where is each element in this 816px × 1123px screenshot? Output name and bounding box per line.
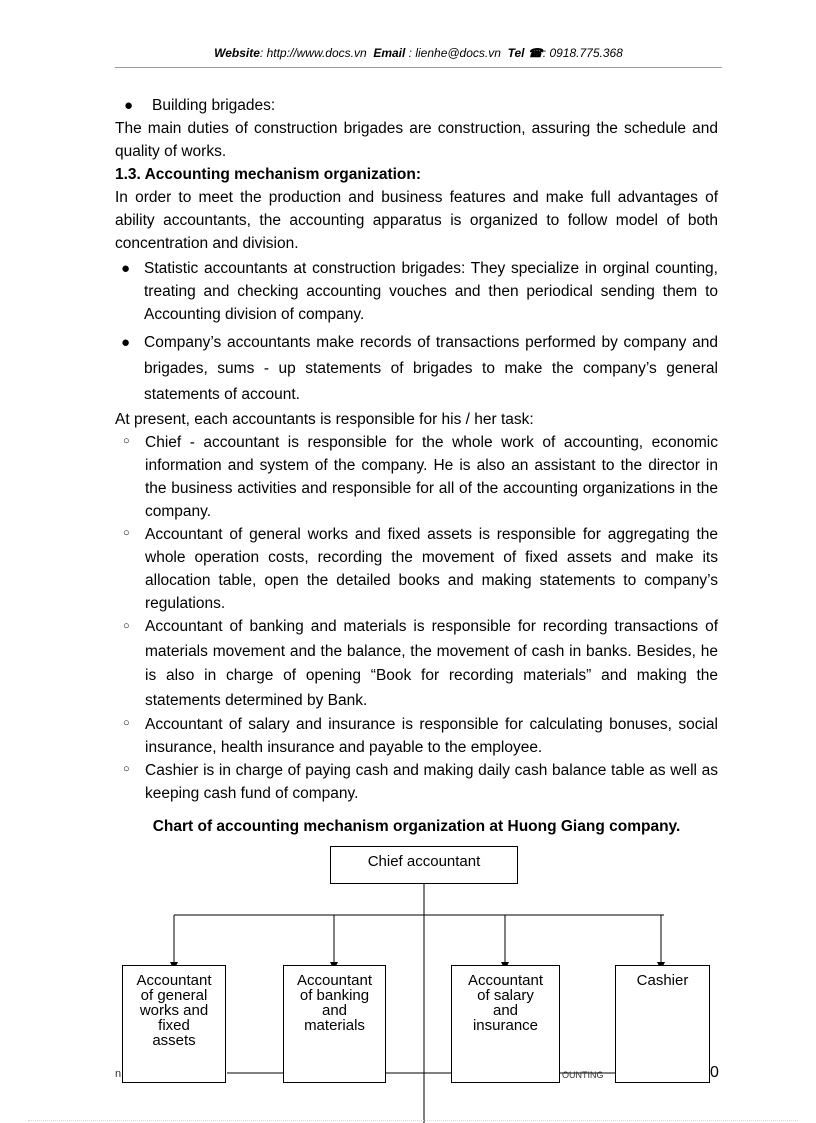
- page-header: [115, 46, 722, 60]
- general-works-box: Accountant of general works and fixed assets: [122, 965, 226, 1083]
- task-cashier: ○ Cashier is in charge of paying cash and making daily cash balance table as well as keeping cash fund of company.: [115, 759, 718, 805]
- task-chief-accountant: ○ Chief - accountant is responsible for the whole work of accounting, economic information and system of the company. He is also an assistant to the director in the business activities and responsible for all of the accounting organizations in the company.: [115, 431, 718, 523]
- paragraph-organization: In order to meet the production and business features and make full advantages of ability accountants, the accounting apparatus is organized to follow model of both concentration and division.: [115, 189, 718, 252]
- tel-value: : 0918.775.368: [542, 46, 623, 60]
- chief-accountant-box: Chief accountant: [330, 846, 518, 884]
- email-value[interactable]: : lienhe@docs.vn: [408, 46, 501, 60]
- phone-icon: ☎: [527, 46, 543, 60]
- bullet-company-accountants: ● Company’s accountants make records of transactions performed by company and brigades, sums - up statements of brigades to make the company’s general statements of account.: [115, 330, 718, 408]
- header-rule: [115, 67, 722, 68]
- footer-fragment-mid: OUNTING: [562, 1070, 604, 1080]
- bullet-dot-icon: ●: [124, 97, 134, 114]
- tel-label: Tel: [507, 46, 525, 60]
- task-general-works: ○ Accountant of general works and fixed assets is responsible for aggregating the whole operation costs, recording the movement of fixed assets and make its allocation table, open the detailed books and making statements to company’s regulations.: [115, 523, 718, 615]
- footer-fragment-left: n: [115, 1068, 122, 1080]
- circle-bullet-icon: ○: [123, 763, 130, 775]
- document-body: [115, 94, 718, 805]
- task-banking-materials: ○ Accountant of banking and materials is responsible for recording transactions of materials movement and the balance, the movement of cash in banks. Besides, he is also in charge of opening “Book for recording materials” and making the statements determined by Bank.: [115, 615, 718, 713]
- section-heading: 1.3. Accounting mechanism organization:: [115, 166, 422, 183]
- website-label: Website: [214, 46, 260, 60]
- paragraph-brigade-duties: The main duties of construction brigades are construction, assuring the schedule and quality of works.: [115, 120, 718, 160]
- footer-page-number: 0: [710, 1064, 719, 1081]
- task-salary-insurance: ○ Accountant of salary and insurance is responsible for calculating bonuses, social insurance, health insurance and payable to the employee.: [115, 713, 718, 759]
- email-label: Email: [373, 46, 406, 60]
- bullet-dot-icon: ●: [121, 260, 131, 277]
- cashier-box: Cashier: [615, 965, 710, 1083]
- website-value[interactable]: : http://www.docs.vn: [259, 46, 367, 60]
- bullet-statistic-accountants: ● Statistic accountants at construction brigades: They specialize in orginal counting, treating and checking accounting vouches and then periodical sending them to Accounting division of company.: [115, 257, 718, 326]
- bullet-dot-icon: ●: [121, 334, 131, 351]
- banking-materials-box: Accountant of banking and materials: [283, 965, 386, 1083]
- circle-bullet-icon: ○: [123, 620, 130, 632]
- circle-bullet-icon: ○: [123, 435, 130, 447]
- circle-bullet-icon: ○: [123, 527, 130, 539]
- bullet-building-brigades: ● Building brigades:: [115, 94, 718, 117]
- footer-dotted-rule: [28, 1120, 798, 1121]
- circle-bullet-icon: ○: [123, 717, 130, 729]
- paragraph-present: At present, each accountants is responsible for his / her task:: [115, 411, 534, 428]
- salary-insurance-box: Accountant of salary and insurance: [451, 965, 560, 1083]
- chart-caption: Chart of accounting mechanism organization at Huong Giang company.: [152, 818, 681, 835]
